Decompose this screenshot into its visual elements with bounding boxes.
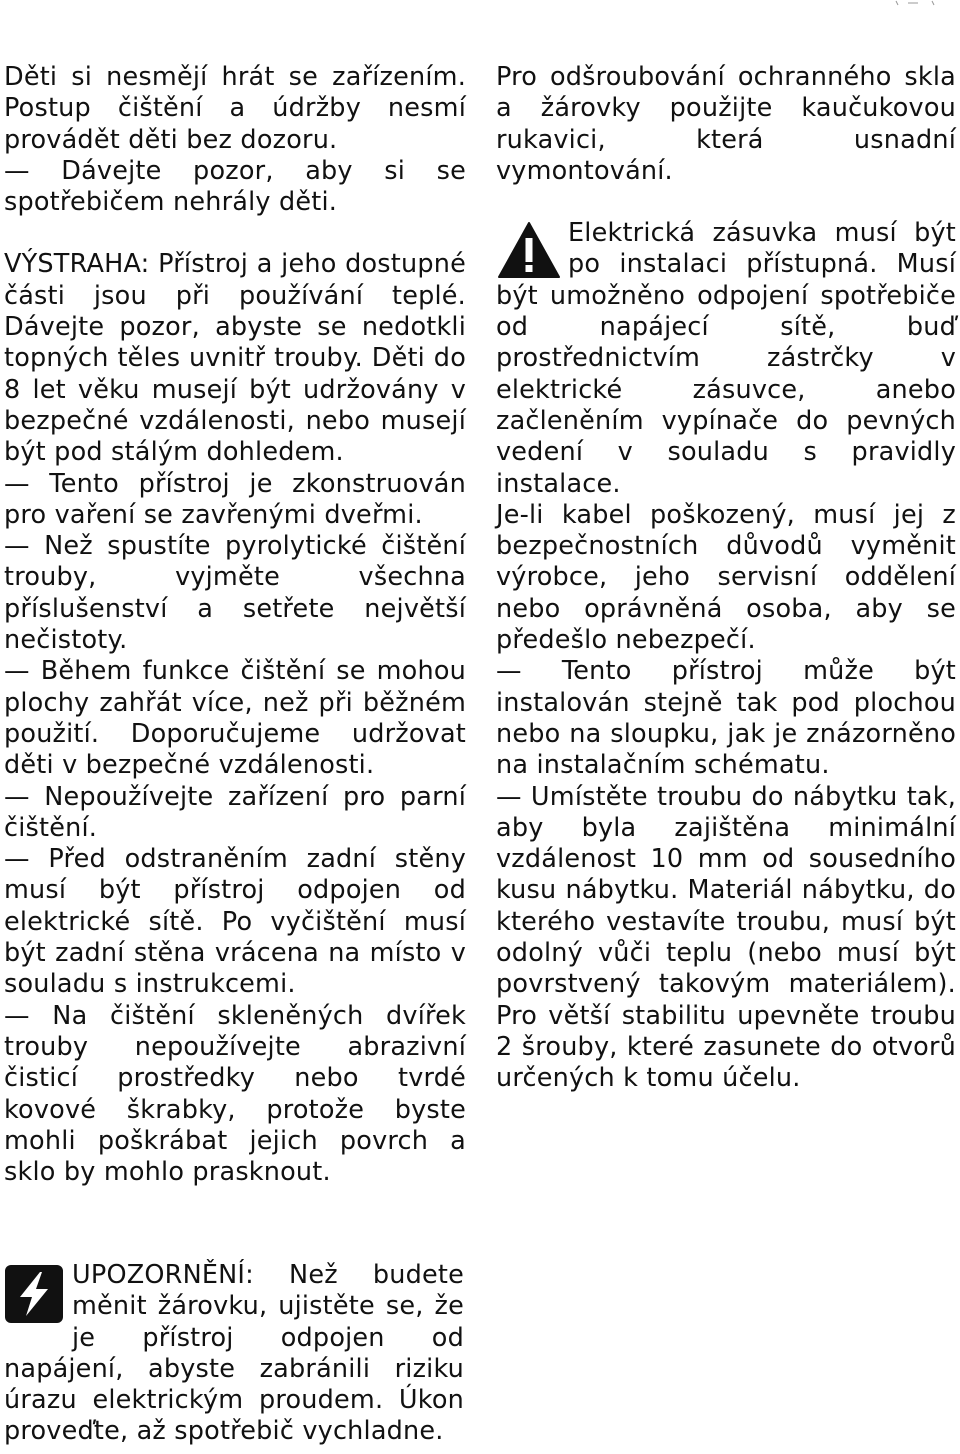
paragraph: Děti si nesmějí hrát se zařízením. Postup čištění a údržby nesmí provádět děti bez dozoru.: [4, 62, 466, 155]
left-column: [4, 62, 466, 1188]
warning-triangle-icon: [496, 220, 562, 280]
electric-shock-icon: [4, 1264, 64, 1324]
paragraph: — Než spustíte pyrolytické čištění trouby, vyjměte všechna příslušenství a setřete největší nečistoty.: [4, 531, 466, 656]
paragraph: — Umístěte troubu do nábytku tak, aby byla zajištěna minimální vzdálenost 10 mm od sousedního kusu nábytku. Materiál nábytku, do kterého vestavíte troubu, musí být odolný vůči teplu (nebo musí být povrstvený takovým materiálem). Pro větší stabilitu upevněte troubu 2 šrouby, které zasunete do otvorů určených k tomu účelu.: [496, 781, 956, 1094]
paragraph: — Dávejte pozor, aby si se spotřebičem nehrály děti.: [4, 155, 466, 218]
paragraph: — Před odstraněním zadní stěny musí být přístroj odpojen od elektrické sítě. Po vyčištění musí být zadní stěna vrácena na místo v souladu s instrukcemi.: [4, 844, 466, 1000]
paragraph: — Tento přístroj může být instalován stejně tak pod plochou nebo na sloupku, jak je znázorněno na instalačním schématu.: [496, 656, 956, 781]
notice-text: UPOZORNĚNÍ: Než budete měnit žárovku, ujistěte se, že je přístroj odpojen od napájení, abyste zabránili riziku úrazu elektrickým proudem. Úkon proveďte, až spotřebič vychladne.: [4, 1260, 464, 1447]
paragraph: — Nepoužívejte zařízení pro parní čištění.: [4, 781, 466, 843]
bottom-notice: [4, 1260, 464, 1448]
paragraph: Elektrická zásuvka musí být po instalaci přístupná. Musí být umožněno odpojení spotřebiče od napájecí sítě, buď prostřednictvím zástrčky v elektrické zásuvce, anebo začleněním vypínače do pevných vedení v souladu s pravidly instalace.: [496, 218, 956, 499]
paragraph: — Na čištění skleněných dvířek trouby nepoužívejte abrazivní čisticí prostředky nebo tvrdé kovové škrabky, protože byste mohli poškrábat jejich povrch a sklo by mohlo prasknout.: [4, 1000, 466, 1188]
right-column: [496, 62, 956, 1095]
paragraph: Pro odšroubování ochranného skla a žárovky použijte kaučukovou rukavici, která usnadní vymontování.: [496, 62, 956, 186]
socket-warning-block: [496, 218, 956, 500]
corner-mark-icon: [888, 0, 948, 6]
warning-paragraph: VÝSTRAHA: Přístroj a jeho dostupné části jsou při používání teplé. Dávejte pozor, abyste se nedotkli topných těles uvnitř trouby. Děti do 8 let věku musejí být udržovány v bezpečné vzdálenosti, nebo musejí být pod stálým dohledem.: [4, 249, 466, 468]
paragraph: Je-li kabel poškozený, musí jej z bezpečnostních důvodů vyměnit výrobce, jeho servisní oddělení nebo oprávněná osoba, aby se předešlo nebezpečí.: [496, 499, 956, 656]
paragraph: — Během funkce čištění se mohou plochy zahřát více, než při běžném použití. Doporučujeme udržovat děti v bezpečné vzdálenosti.: [4, 656, 466, 781]
paragraph: — Tento přístroj je zkonstruován pro vaření se zavřenými dveřmi.: [4, 468, 466, 530]
